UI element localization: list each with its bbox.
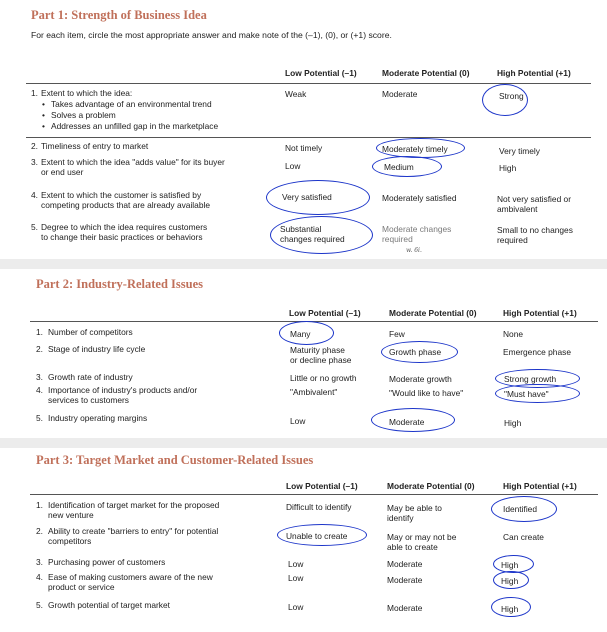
- part1-row5-moderate-line1: Moderate changes: [382, 224, 452, 234]
- part1-row5-moderate-line2: required: [382, 234, 413, 244]
- part3-row2-number: 2.: [36, 526, 43, 536]
- part3-header-high: High Potential (+1): [503, 481, 577, 491]
- part3-row4-label-line1: Ease of making customers aware of the new: [48, 572, 213, 582]
- part3-row2-low: Unable to create: [286, 531, 348, 541]
- part1-header-low: Low Potential (–1): [285, 68, 357, 78]
- part2-row1-label: Number of competitors: [48, 327, 133, 337]
- part2-row2-high: Emergence phase: [503, 347, 571, 357]
- part1-row4-label-line2: competing products that are already available: [41, 200, 210, 210]
- part3-row1-high: Identified: [503, 504, 537, 514]
- part1-row1-rule: [26, 137, 591, 138]
- part1-intro: For each item, circle the most appropriate answer and make note of the (–1), (0), or (+1) score.: [31, 30, 392, 40]
- part1-row3-high: High: [499, 163, 517, 173]
- part2-row5-number: 5.: [36, 413, 43, 423]
- part2-row4-moderate: "Would like to have": [389, 388, 464, 398]
- part1-row3-label-line1: Extent to which the idea "adds value" for its buyer: [41, 157, 225, 167]
- part1-row5-low-line2: changes required: [280, 234, 345, 244]
- part1-row1-number: 1.: [31, 88, 38, 98]
- part1-row3-number: 3.: [31, 157, 38, 167]
- part2-row1-number: 1.: [36, 327, 43, 337]
- part2-row5-moderate: Moderate: [389, 417, 425, 427]
- part2-row2-moderate: Growth phase: [389, 347, 442, 357]
- part1-row3-label-line2: or end user: [41, 167, 84, 177]
- part2-row1-low: Many: [290, 329, 311, 339]
- part3-row1-label-line2: new venture: [48, 510, 94, 520]
- part1-row1-bullet1: • Takes advantage of an environmental trend: [51, 99, 212, 109]
- part1-row1-moderate: Moderate: [382, 89, 418, 99]
- part1-row5-number: 5.: [31, 222, 38, 232]
- part3-row1-number: 1.: [36, 500, 43, 510]
- part2-row3-low: Little or no growth: [290, 373, 357, 383]
- part3-row5-number: 5.: [36, 600, 43, 610]
- part3-row2-label-line2: competitors: [48, 536, 92, 546]
- part1-row4-label-line1: Extent to which the customer is satisfied by: [41, 190, 202, 200]
- part1-row1-high: Strong: [499, 91, 524, 101]
- part1-row3-low: Low: [285, 161, 301, 171]
- part1-row5-label-line1: Degree to which the idea requires customers: [41, 222, 208, 232]
- part3-row4-low: Low: [288, 573, 304, 583]
- part1-row1-bullet2: • Solves a problem: [51, 110, 116, 120]
- handwritten-note: w. 6i.: [406, 247, 422, 254]
- part1-row2-low: Not timely: [285, 143, 323, 153]
- part1-row4-low: Very satisfied: [282, 192, 332, 202]
- part1-row2-moderate: Moderately timely: [382, 144, 448, 154]
- part3-row4-number: 4.: [36, 572, 43, 582]
- part2-row5-high: High: [504, 418, 522, 428]
- part2-header-moderate: Moderate Potential (0): [389, 308, 477, 318]
- part2-header-high: High Potential (+1): [503, 308, 577, 318]
- part2-row4-high: "Must have": [504, 389, 549, 399]
- part2-title: Part 2: Industry-Related Issues: [36, 277, 204, 291]
- part3-row2-moderate-line2: able to create: [387, 542, 438, 552]
- part2-row2-low-line2: or decline phase: [290, 355, 352, 365]
- part3-row4-label-line2: product or service: [48, 582, 115, 592]
- part3-row5-label: Growth potential of target market: [48, 600, 170, 610]
- part1-row5-label-line2: to change their basic practices or behaviors: [41, 232, 203, 242]
- part1-row1-label: Extent to which the idea:: [41, 88, 133, 98]
- part3-row3-high: High: [501, 560, 519, 570]
- part3-row2-label-line1: Ability to create "barriers to entry" for potential: [48, 526, 219, 536]
- page-gap-1: [0, 259, 607, 269]
- part3-title: Part 3: Target Market and Customer-Related Issues: [36, 453, 314, 467]
- part3-row3-low: Low: [288, 559, 304, 569]
- part3-row1-low: Difficult to identify: [286, 502, 352, 512]
- part3-row5-low: Low: [288, 602, 304, 612]
- page-gap-2: [0, 438, 607, 448]
- part1-header-moderate: Moderate Potential (0): [382, 68, 470, 78]
- part3-row3-number: 3.: [36, 557, 43, 567]
- part3-row1-moderate-line2: identify: [387, 513, 414, 523]
- part1-row4-moderate: Moderately satisfied: [382, 193, 457, 203]
- part2-row3-number: 3.: [36, 372, 43, 382]
- part1-row2-label: Timeliness of entry to market: [41, 141, 149, 151]
- part2-row4-number: 4.: [36, 385, 43, 395]
- part1-row5-high-line1: Small to no changes: [497, 225, 573, 235]
- part1-row1-bullet3: • Addresses an unfilled gap in the marketplace: [51, 121, 218, 131]
- part3-row3-moderate: Moderate: [387, 559, 423, 569]
- part2-header-low: Low Potential (–1): [289, 308, 361, 318]
- part1-row4-high-line2: ambivalent: [497, 204, 538, 214]
- part1-header-rule: [26, 83, 591, 84]
- part1-row2-high: Very timely: [499, 146, 540, 156]
- part2-header-rule: [30, 321, 598, 322]
- part1-row4-high-line1: Not very satisfied or: [497, 194, 572, 204]
- part2-row3-high: Strong growth: [504, 374, 557, 384]
- part2-row4-low: "Ambivalent": [290, 387, 338, 397]
- part3-row5-moderate: Moderate: [387, 603, 423, 613]
- part3-row3-label: Purchasing power of customers: [48, 557, 166, 567]
- part2-row3-label: Growth rate of industry: [48, 372, 133, 382]
- part3-header-moderate: Moderate Potential (0): [387, 481, 475, 491]
- part1-row4-number: 4.: [31, 190, 38, 200]
- part2-row2-label: Stage of industry life cycle: [48, 344, 146, 354]
- part3-header-rule: [30, 494, 598, 495]
- part2-row5-label: Industry operating margins: [48, 413, 148, 423]
- part3-row2-high: Can create: [503, 532, 544, 542]
- part1-row3-moderate: Medium: [384, 162, 414, 172]
- part2-row2-low-line1: Maturity phase: [290, 345, 345, 355]
- part3-row4-moderate: Moderate: [387, 575, 423, 585]
- part2-row1-moderate: Few: [389, 329, 405, 339]
- part2-row1-high: None: [503, 329, 524, 339]
- part3-row2-moderate-line1: May or may not be: [387, 532, 457, 542]
- part1-row5-low-line1: Substantial: [280, 224, 322, 234]
- part3-row1-moderate-line1: May be able to: [387, 503, 442, 513]
- part2-row4-label-line2: services to customers: [48, 395, 129, 405]
- part3-header-low: Low Potential (–1): [286, 481, 358, 491]
- part1-row5-high-line2: required: [497, 235, 528, 245]
- part2-row5-low: Low: [290, 416, 306, 426]
- part3-row1-label-line1: Identification of target market for the proposed: [48, 500, 220, 510]
- part1-row2-number: 2.: [31, 141, 38, 151]
- part2-row4-label-line1: Importance of industry's products and/or: [48, 385, 198, 395]
- part1-title: Part 1: Strength of Business Idea: [31, 8, 207, 22]
- part2-row3-moderate: Moderate growth: [389, 374, 452, 384]
- part1-header-high: High Potential (+1): [497, 68, 571, 78]
- part3-row4-high: High: [501, 576, 519, 586]
- part2-row2-number: 2.: [36, 344, 43, 354]
- part1-row1-low: Weak: [285, 89, 307, 99]
- part3-row5-high: High: [501, 604, 519, 614]
